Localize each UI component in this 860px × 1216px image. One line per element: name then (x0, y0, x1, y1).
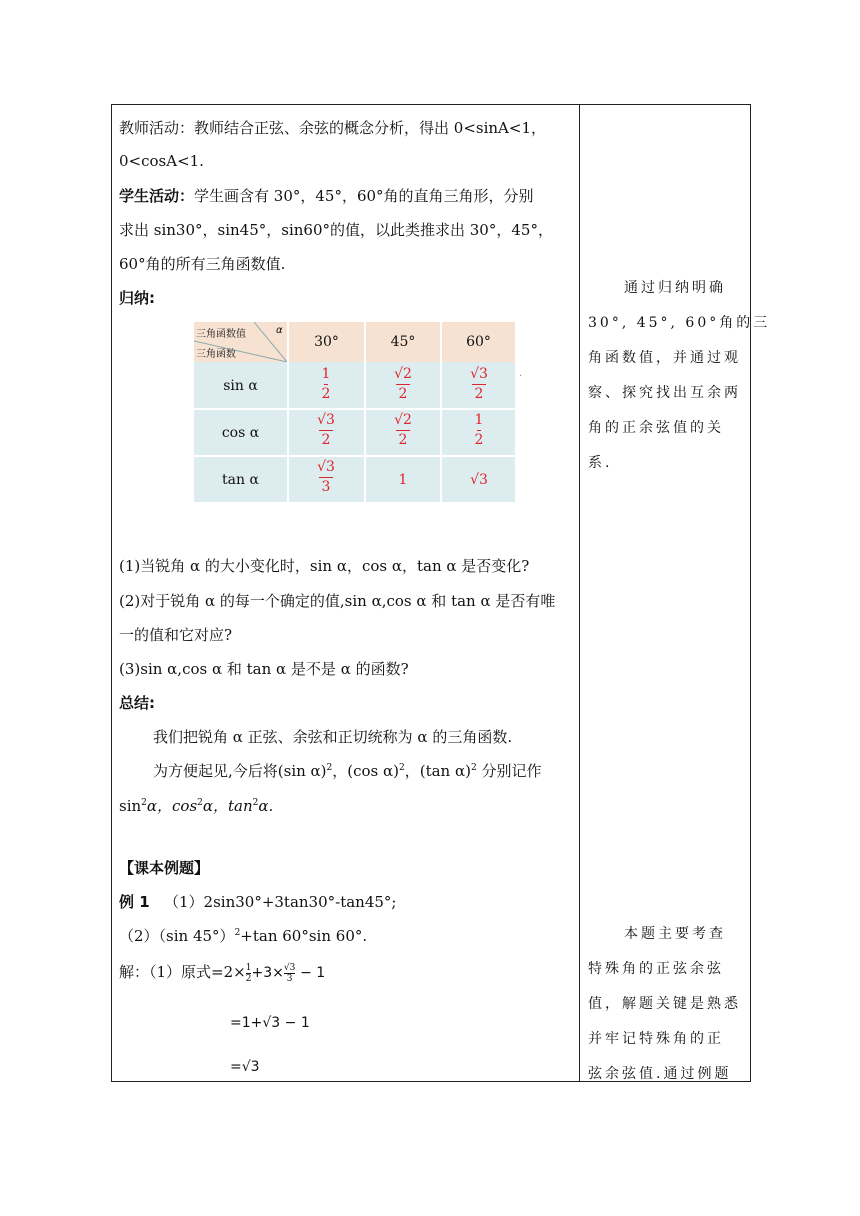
question-2-cont: 一的值和它对应? (119, 626, 233, 644)
col-header-45: 45° (390, 334, 416, 350)
tan-60-value: √3 (470, 472, 488, 488)
solution-line-2: =1+√3 − 1 (230, 1015, 310, 1031)
example-1 (119, 891, 397, 912)
table-row-line (194, 408, 515, 410)
fraction-one-half: $\frac{1}{2}$ (245, 962, 252, 984)
question-1: (1)当锐角 α 的大小变化时，sin α，cos α，tan α 是否变化? (119, 557, 530, 575)
conclusion-text-3: $\sin^2\alpha$，$\cos^2\alpha$，$\tan^2\alpha$. (119, 797, 274, 815)
cos-60-value: $\frac{1}{2}$ (474, 412, 484, 448)
tan-30-value: $\frac{√3}{3}$ (317, 459, 335, 495)
col-header-30: 30° (314, 334, 339, 350)
example-1-part-1: （1）2sin30°+3tan30°-tan45°; (163, 893, 397, 911)
conclusion-label: 总结: (119, 694, 155, 712)
conclusion-text-1: 我们把锐角 α 正弦、余弦和正切统称为 α 的三角函数. (153, 728, 513, 746)
side-note-1-line: 察、探究找出互余两 (588, 385, 741, 401)
side-note-1-line: 通过归纳明确 (624, 280, 726, 296)
side-note-1-line: 30°, 45°, 60°角的三 (588, 315, 771, 331)
side-note-2-line: 弦余弦值.通过例题 (588, 1066, 732, 1082)
header-diagonal-lines (194, 322, 289, 362)
sin-60-value: $\frac{√3}{2}$ (470, 366, 488, 402)
example-header: 【课本例题】 (119, 859, 210, 877)
student-activity-text: 学生画含有 30°，45°，60°角的直角三角形，分别 (194, 187, 534, 205)
row-label-cos: cos α (221, 425, 260, 441)
induction-label: 归纳: (119, 289, 155, 307)
example-1-part-2: （2）（sin 45°）$^2$+tan 60°sin 60°. (119, 927, 368, 945)
side-note-2-line: 并牢记特殊角的正 (588, 1031, 724, 1047)
side-note-1-line: 角函数值，并通过观 (588, 350, 741, 366)
header-corner-alpha: α (276, 325, 283, 336)
trig-values-table (194, 322, 515, 502)
student-activity-text-3: 60°角的所有三角函数值. (119, 255, 286, 273)
solution-line-3: =√3 (230, 1059, 260, 1075)
tan-45-value: 1 (398, 472, 408, 488)
cos-30-value: $\frac{√3}{2}$ (317, 412, 335, 448)
student-activity-label: 学生活动： (119, 187, 195, 205)
conclusion-text-2: 为方便起见,今后将(sin α)$^2$，(cos α)$^2$，(tan α)$^2$ 分别记作 (153, 762, 542, 780)
row-label-sin: sin α (223, 378, 258, 394)
row-label-tan: tan α (222, 472, 259, 488)
col-header-60: 60° (466, 334, 491, 350)
teacher-activity-text: 教师活动：教师结合正弦、余弦的概念分析，得出 0<sinA<1， (119, 119, 546, 137)
sin-45-value: $\frac{√2}{2}$ (394, 366, 412, 402)
trig-table-header (194, 322, 515, 362)
teacher-activity-text-2: 0<cosA<1. (119, 152, 204, 170)
table-trailing-dot: · (519, 371, 523, 382)
student-activity-text-2: 求出 sin30°，sin45°，sin60°的值，以此类推求出 30°，45°， (119, 221, 553, 239)
sin-30-value: $\frac{1}{2}$ (321, 366, 331, 402)
student-activity (119, 185, 534, 206)
header-corner-bottom: 三角函数 (196, 349, 236, 360)
cos-45-value: $\frac{√2}{2}$ (394, 412, 412, 448)
lesson-table (111, 104, 771, 1082)
side-note-1-line: 系. (588, 455, 613, 471)
fraction-root3-over-3: $\frac{√3}{3}$ (283, 962, 296, 984)
side-note-2-line: 值，解题关键是熟悉 (588, 996, 741, 1012)
header-corner-top: 三角函数值 (196, 329, 246, 340)
question-2: (2)对于锐角 α 的每一个确定的值,sin α,cos α 和 tan α 是否有唯 (119, 592, 556, 610)
solution-line-1: 解：（1）原式$=2\times\frac{1}{2}+3\times\frac{√3}{3} - 1$ (119, 962, 326, 984)
column-divider (579, 105, 580, 1081)
side-note-2-line: 本题主要考查 (624, 926, 726, 942)
side-note-1-line: 角的正余弦值的关 (588, 420, 724, 436)
example-1-label: 例 1 (119, 893, 150, 911)
table-row-line (194, 455, 515, 457)
side-note-2-line: 特殊角的正弦余弦 (588, 961, 724, 977)
question-3: (3)sin α,cos α 和 tan α 是不是 α 的函数? (119, 660, 409, 678)
